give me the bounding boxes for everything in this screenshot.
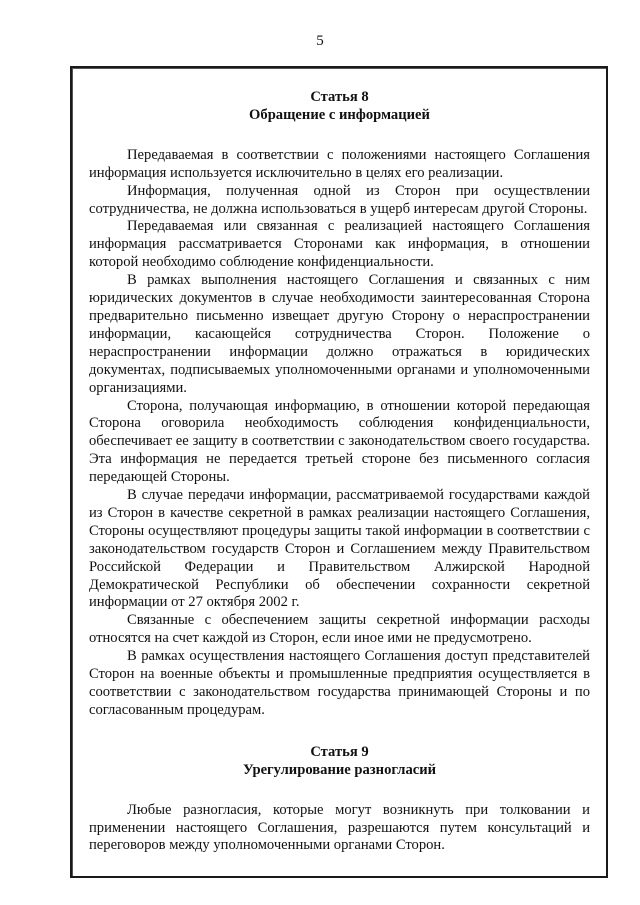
article-9-heading (89, 744, 590, 780)
article-8-paragraph: Передаваемая или связанная с реализацией настоящего Соглашения информация рассматривается Сторонами как информация, в отношении которой необходимо соблюдение конфиденциальности. (89, 218, 590, 271)
article-9-paragraph: Любые разногласия, которые могут возникнуть при толковании и применении настоящего Соглашения, разрешаются путем консультаций и переговоров между уполномоченными органами Сторон. (89, 801, 590, 854)
document-body (89, 89, 590, 855)
article-8-paragraph: В рамках выполнения настоящего Соглашения и связанных с ним юридических документов в случае необходимости заинтересованная Сторона предварительно письменно извещает другую Сторону о нераспространении информации, касающейся сотрудничества Сторон. Положение о нераспространении информации должно отражаться в юридических документах, подписываемых уполномоченными органами и уполномоченными организациями. (89, 272, 590, 396)
article-8-paragraph: В рамках осуществления настоящего Соглашения доступ представителей Сторон на военные объекты и промышленные предприятия осуществляется в соответствии с законодательством государства принимающей Стороны и по согласованным процедурам. (89, 648, 590, 718)
article-8-number: Статья 8 (310, 89, 369, 105)
article-8-paragraph: Связанные с обеспечением защиты секретной информации расходы относятся на счет каждой из Сторон, если иное ими не предусмотрено. (89, 612, 590, 647)
article-8-body (89, 147, 590, 720)
article-8-paragraph: Сторона, получающая информацию, в отношении которой передающая Сторона оговорила необходимость соблюдения конфиденциальности, обеспечивает ее защиту в соответствии с законодательством своего государства. Эта информация не передается третьей стороне без письменного согласия передающей Стороны. (89, 397, 590, 486)
article-8-paragraph: Передаваемая в соответствии с положениями настоящего Соглашения информация используется исключительно в целях его реализации. (89, 146, 590, 181)
article-9-number: Статья 9 (310, 743, 369, 760)
article-8-paragraph: Информация, полученная одной из Сторон при осуществлении сотрудничества, не должна использоваться в ущерб интересам другой Стороны. (89, 182, 590, 217)
article-8-title: Обращение с информацией (249, 106, 430, 123)
article-8-heading (89, 89, 590, 125)
page-number: 5 (316, 33, 324, 49)
article-8-paragraph: В случае передачи информации, рассматриваемой государствами каждой из Сторон в качестве секретной в рамках реализации настоящего Соглашения, Стороны осуществляют процедуры защиты такой информации в соответствии с законодательством государств Сторон и Соглашением между Правительством Российской Федерации и Правительством Алжирской Народной Демократической Республики об обеспечении сохранности секретной информации от 27 октября 2002 г. (89, 487, 590, 611)
article-9-body (89, 802, 590, 856)
article-9-title: Урегулирование разногласий (242, 761, 437, 778)
